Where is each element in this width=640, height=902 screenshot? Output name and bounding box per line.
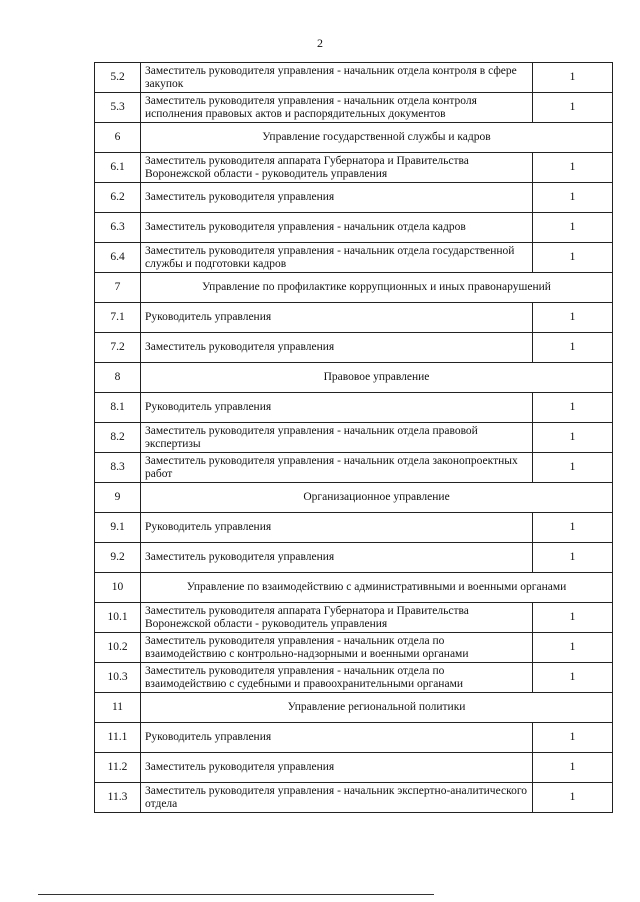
position-count: 1 [533, 513, 613, 543]
row-number: 6.3 [95, 213, 141, 243]
table-row [95, 663, 613, 693]
section-row [95, 693, 613, 723]
position-title: Заместитель руководителя аппарата Губернатора и Правительства Воронежской области - руководитель управления [141, 603, 533, 633]
position-count: 1 [533, 723, 613, 753]
position-title: Заместитель руководителя управления [141, 753, 533, 783]
position-title: Заместитель руководителя управления - начальник отдела контроля в сфере закупок [141, 63, 533, 93]
section-title: Управление государственной службы и кадров [141, 123, 613, 153]
table-row [95, 93, 613, 123]
table-row [95, 213, 613, 243]
row-number: 6.2 [95, 183, 141, 213]
row-number: 10.1 [95, 603, 141, 633]
position-title: Руководитель управления [141, 513, 533, 543]
position-title: Заместитель руководителя аппарата Губернатора и Правительства Воронежской области - руководитель управления [141, 153, 533, 183]
position-count: 1 [533, 153, 613, 183]
row-number: 9.2 [95, 543, 141, 573]
row-number: 10.3 [95, 663, 141, 693]
row-number: 11.3 [95, 783, 141, 813]
position-title: Руководитель управления [141, 303, 533, 333]
position-title: Заместитель руководителя управления - начальник экспертно-аналитического отдела [141, 783, 533, 813]
row-number: 7 [95, 273, 141, 303]
row-number: 8.2 [95, 423, 141, 453]
row-number: 11.2 [95, 753, 141, 783]
position-count: 1 [533, 303, 613, 333]
row-number: 8.1 [95, 393, 141, 423]
row-number: 11 [95, 693, 141, 723]
row-number: 6.1 [95, 153, 141, 183]
row-number: 8 [95, 363, 141, 393]
position-count: 1 [533, 603, 613, 633]
table-row [95, 153, 613, 183]
table-row [95, 453, 613, 483]
position-count: 1 [533, 213, 613, 243]
row-number: 6 [95, 123, 141, 153]
row-number: 10.2 [95, 633, 141, 663]
staff-table [94, 62, 613, 813]
position-count: 1 [533, 333, 613, 363]
row-number: 9 [95, 483, 141, 513]
position-count: 1 [533, 453, 613, 483]
position-count: 1 [533, 63, 613, 93]
table-row [95, 603, 613, 633]
row-number: 9.1 [95, 513, 141, 543]
position-count: 1 [533, 543, 613, 573]
position-count: 1 [533, 663, 613, 693]
section-row [95, 363, 613, 393]
table-row [95, 243, 613, 273]
position-count: 1 [533, 783, 613, 813]
position-count: 1 [533, 183, 613, 213]
table-row [95, 393, 613, 423]
position-title: Заместитель руководителя управления - начальник отдела по взаимодействию с судебными и правоохранительными органами [141, 663, 533, 693]
row-number: 10 [95, 573, 141, 603]
position-count: 1 [533, 423, 613, 453]
row-number: 5.3 [95, 93, 141, 123]
staff-table-body [95, 63, 613, 813]
position-title: Заместитель руководителя управления - начальник отдела правовой экспертизы [141, 423, 533, 453]
table-row [95, 543, 613, 573]
section-title: Управление региональной политики [141, 693, 613, 723]
row-number: 7.2 [95, 333, 141, 363]
table-row [95, 63, 613, 93]
position-count: 1 [533, 633, 613, 663]
position-title: Заместитель руководителя управления [141, 183, 533, 213]
row-number: 11.1 [95, 723, 141, 753]
section-title: Правовое управление [141, 363, 613, 393]
table-row [95, 513, 613, 543]
position-title: Заместитель руководителя управления [141, 333, 533, 363]
position-title: Руководитель управления [141, 723, 533, 753]
position-count: 1 [533, 93, 613, 123]
section-row [95, 573, 613, 603]
position-title: Заместитель руководителя управления [141, 543, 533, 573]
page-number: 2 [317, 36, 323, 50]
table-row [95, 783, 613, 813]
section-title: Организационное управление [141, 483, 613, 513]
position-title: Заместитель руководителя управления - начальник отдела по взаимодействию с контрольно-надзорными и военными органами [141, 633, 533, 663]
row-number: 7.1 [95, 303, 141, 333]
position-count: 1 [533, 753, 613, 783]
table-row [95, 753, 613, 783]
position-title: Руководитель управления [141, 393, 533, 423]
position-count: 1 [533, 243, 613, 273]
table-row [95, 333, 613, 363]
table-row [95, 183, 613, 213]
table-row [95, 633, 613, 663]
table-row [95, 723, 613, 753]
footer-divider [38, 894, 434, 895]
row-number: 5.2 [95, 63, 141, 93]
position-title: Заместитель руководителя управления - начальник отдела законопроектных работ [141, 453, 533, 483]
position-title: Заместитель руководителя управления - начальник отдела государственной службы и подготовки кадров [141, 243, 533, 273]
position-count: 1 [533, 393, 613, 423]
section-row [95, 123, 613, 153]
section-row [95, 483, 613, 513]
position-title: Заместитель руководителя управления - начальник отдела контроля исполнения правовых актов и распорядительных документов [141, 93, 533, 123]
table-row [95, 423, 613, 453]
table-row [95, 303, 613, 333]
section-row [95, 273, 613, 303]
section-title: Управление по профилактике коррупционных и иных правонарушений [141, 273, 613, 303]
section-title: Управление по взаимодействию с административными и военными органами [141, 573, 613, 603]
row-number: 8.3 [95, 453, 141, 483]
row-number: 6.4 [95, 243, 141, 273]
position-title: Заместитель руководителя управления - начальник отдела кадров [141, 213, 533, 243]
